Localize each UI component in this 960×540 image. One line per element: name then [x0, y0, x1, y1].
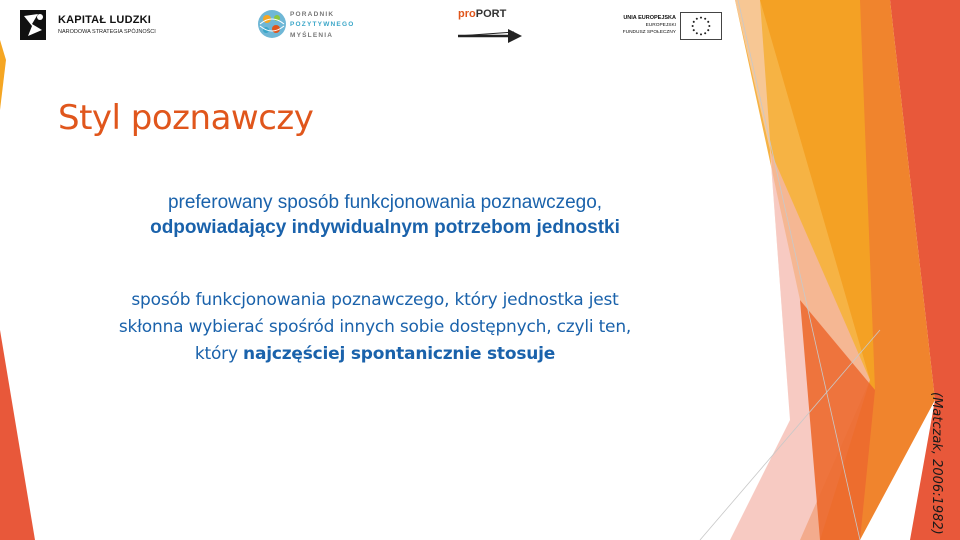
- proport-suffix: PORT: [475, 8, 507, 20]
- eu-logo: [620, 12, 724, 42]
- poradnik-logo: [256, 6, 366, 46]
- proport-prefix: pro: [458, 8, 476, 20]
- description-line3-plain: który: [194, 344, 244, 364]
- proport-wordmark: [458, 8, 506, 20]
- deco-shape-left-red: [0, 330, 35, 540]
- eu-flag-icon: [680, 12, 722, 40]
- kapital-ludzki-name: KAPITAŁ LUDZKI: [58, 14, 152, 26]
- eu-line1: UNIA EUROPEJSKA: [623, 15, 676, 21]
- description-text: [40, 287, 710, 368]
- slide-title: Styl poznawczy: [58, 98, 314, 138]
- definition-line2: odpowiadający indywidualnym potrzebom jednostki: [150, 217, 620, 238]
- kapital-ludzki-emblem-icon: [18, 8, 48, 42]
- definition-line1: preferowany sposób funkcjonowania poznawczego,: [167, 192, 603, 213]
- eu-line2: EUROPEJSKI: [645, 23, 676, 28]
- deco-shape-left-yellow: [0, 40, 6, 110]
- description-line3-bold: najczęściej spontanicznie stosuje: [243, 344, 556, 364]
- poradnik-line3: MYŚLENIA: [290, 32, 334, 39]
- description-line1: sposób funkcjonowania poznawczego, który jednostka jest: [131, 290, 619, 310]
- description-line3: [40, 341, 710, 368]
- poradnik-line2: POZYTYWNEGO: [290, 21, 355, 28]
- citation: (Matczak, 2006:1982): [929, 392, 944, 535]
- description-line2: skłonna wybierać spośród innych sobie dostępnych, czyli ten,: [118, 317, 632, 337]
- eu-line3: FUNDUSZ SPOŁECZNY: [622, 30, 676, 35]
- kapital-ludzki-subtitle: NARODOWA STRATEGIA SPÓJNOŚCI: [58, 29, 156, 35]
- definition-text: [40, 190, 730, 240]
- globe-icon: [256, 6, 288, 42]
- kapital-ludzki-logo: [18, 8, 158, 44]
- poradnik-line1: PORADNIK: [290, 11, 335, 18]
- arrow-icon: [456, 26, 524, 46]
- proport-logo: [456, 8, 526, 46]
